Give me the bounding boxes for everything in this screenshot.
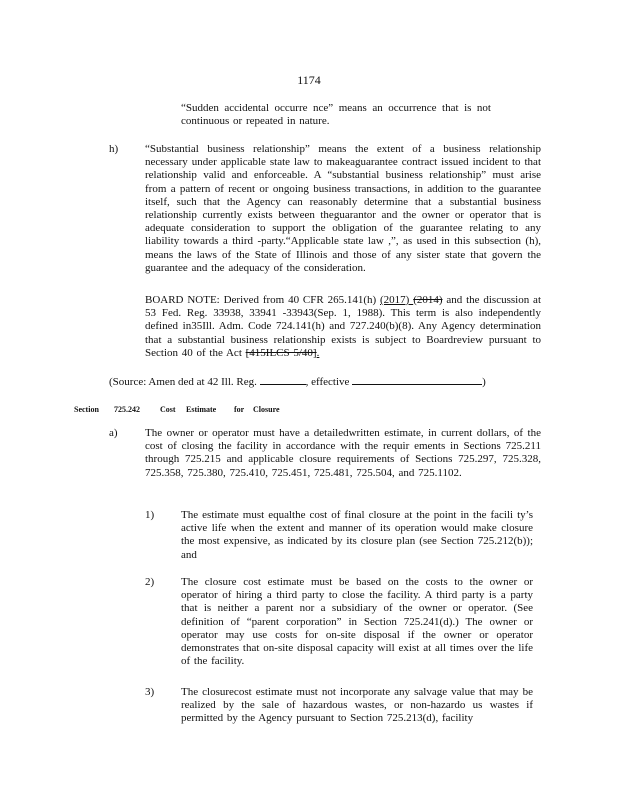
item-2-text: The closure cost estimate must be based on the costs to the owner or operator of hiring a third party to close the facility. A third party is a party that is neither a parent nor a subsidiary of the owner or operator. (See definition of “parent corporation” in Section 725.241(d).) The owner or operator may use costs for on-site disposal if the owner or operator demonstrates that on-site disposal capacity will exist at all times over the life of the facility. — [181, 576, 533, 668]
subsection-a-label: a) — [109, 427, 118, 439]
board-note — [145, 294, 541, 360]
sudden-accidental-definition: “Sudden accidental occurre nce” means an occurrence that is not continuous or repeated in nature. — [181, 102, 491, 128]
item-3-text: The closurecost estimate must not incorporate any salvage value that may be realized by the sale of hazardous wastes, or non-hazardo us wastes if permitted by the Agency pursuant to Section 725.213(d), facility — [181, 686, 533, 725]
board-note-inserted-year: (2017) — [380, 294, 414, 306]
item-3-label: 3) — [145, 686, 155, 698]
board-note-deleted-citation: [415ILCS 5/40] — [245, 346, 317, 359]
section-title-word-1: Cost — [160, 405, 176, 414]
section-number: 725.242 — [114, 405, 140, 414]
board-note-text-1: BOARD NOTE: Derived from 40 CFR 265.141(h) — [145, 294, 380, 306]
section-title-word-2: Estimate — [186, 405, 217, 414]
subsection-h-label: h) — [109, 143, 119, 155]
source-prefix: (Source: Amen ded at 42 Ill. Reg. — [109, 376, 260, 388]
board-note-period: . — [316, 346, 320, 359]
board-note-deleted-year: (2014) — [413, 294, 443, 306]
section-title-word-4: Closure — [253, 405, 280, 414]
item-1-text: The estimate must equalthe cost of final closure at the point in the facili ty’s active life when the extent and manner of its operation would make closure the most expensive, as indicated by its closure plan (see Section 725.212(b)); and — [181, 509, 533, 561]
source-note — [109, 375, 509, 389]
item-2-label: 2) — [145, 576, 155, 588]
source-middle: , effective — [305, 376, 353, 388]
effective-date-blank — [352, 375, 482, 385]
source-suffix: ) — [482, 376, 486, 388]
section-label: Section — [74, 405, 99, 414]
item-1-label: 1) — [145, 509, 155, 521]
source-date-blank — [260, 375, 306, 385]
board-note-text-2: and the discussion at 53 Fed. Reg. 33938, 33941 -33943(Sep. 1, 1988). This term is also independently defined in35Ill. Adm. Code 724.141(h) and 727.240(b)(8). Any Agency determination that a substantial business relationship exists is subject to Boardreview pursuant to Section 40 of the Act — [145, 294, 541, 359]
section-title-word-3: for — [234, 405, 245, 414]
substantial-business-relationship-definition: “Substantial business relationship” means the extent of a business relationship necessary under applicable state law to makeaguarantee contract issued incident to that relationship valid and enforceable. A “substantial business relationship” must arise from a pattern of recent or ongoing business transactions, in addition to the guarantee itself, such that the Agency can reasonably determine that a substantial business relationship currently exists between theguarantor and the owner or operator that is adequate consideration to support the obligation of the guarantee relating to any liability towards a third -party.“Applicable state law ,”, as used in this subsection (h), means the laws of the State of Illinois and those of any sister state that govern the guarantee and the adequacy of the consideration. — [145, 143, 541, 274]
page-number: 1174 — [297, 73, 321, 87]
subsection-a-text: The owner or operator must have a detailedwritten estimate, in current dollars, of the cost of closing the facility in accordance with the requir ements in Sections 725.211 through 725.215 and applicable closure requirements of Sections 725.297, 725.328, 725.358, 725.380, 725.410, 725.451, 725.481, 725.504, and 725.1102. — [145, 427, 541, 479]
